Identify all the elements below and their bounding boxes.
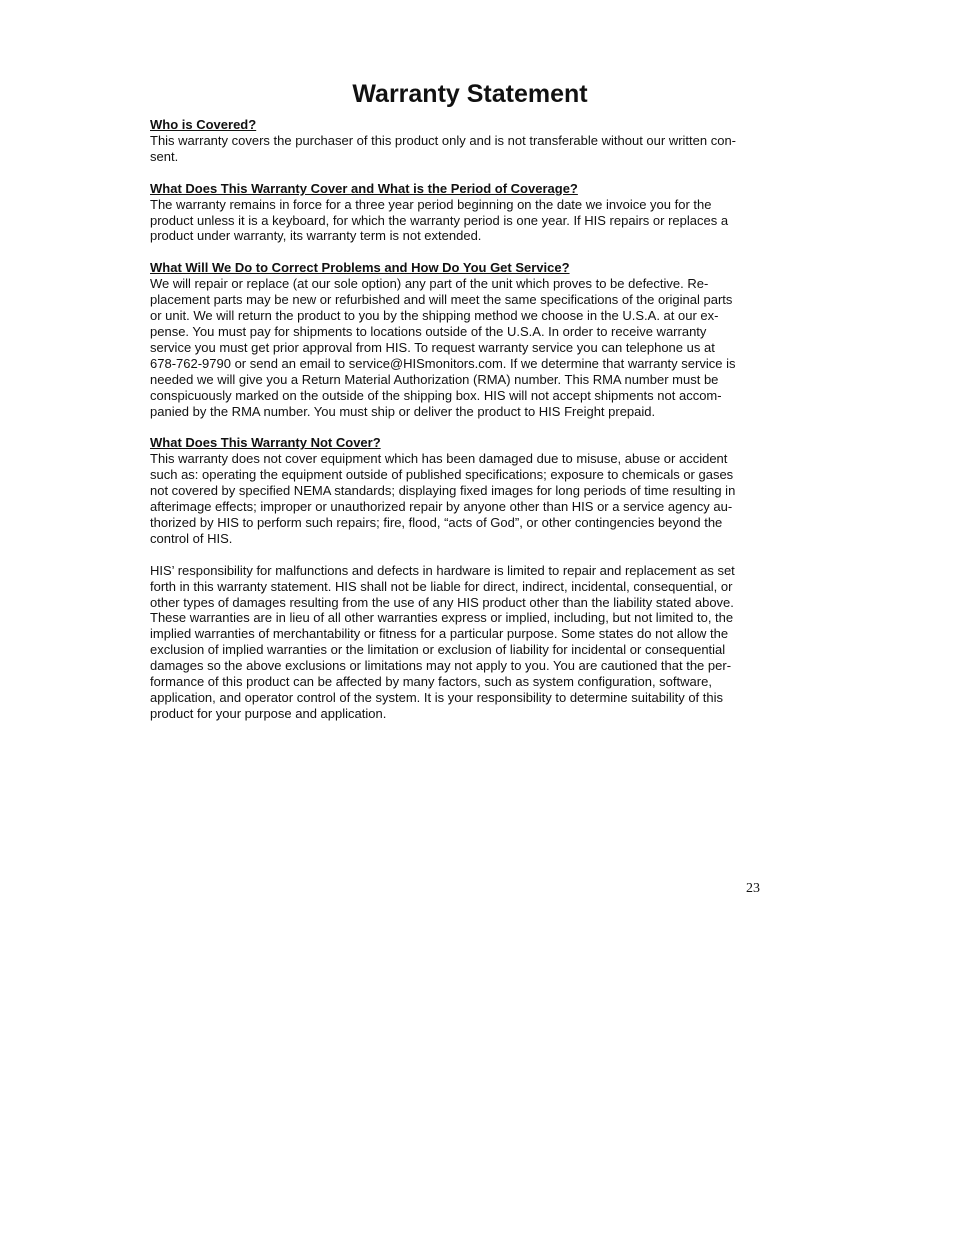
paragraph-line: formance of this product can be affected by many factors, such as system configuration, software, <box>150 674 712 690</box>
paragraph-line: needed we will give you a Return Material Authorization (RMA) number. This RMA number must be <box>150 371 719 387</box>
section-coverage-period <box>150 181 792 245</box>
paragraph-line: product for your purpose and application. <box>150 705 387 721</box>
section-heading: What Does This Warranty Not Cover? <box>150 435 381 451</box>
section-paragraph <box>150 197 792 245</box>
paragraph-line: afterimage effects; improper or unauthorized repair by anyone other than HIS or a service agency au- <box>150 499 733 515</box>
paragraph-line: These warranties are in lieu of all other warranties express or implied, including, but not limited to, the <box>150 610 734 626</box>
page-title: Warranty Statement <box>352 80 588 108</box>
paragraph-line: such as: operating the equipment outside of published specifications; exposure to chemicals or gases <box>150 467 734 483</box>
paragraph-line: thorized by HIS to perform such repairs; fire, flood, “acts of God”, or other contingencies beyond the <box>150 514 723 530</box>
paragraph-line: HIS’ responsibility for malfunctions and defects in hardware is limited to repair and replacement as set <box>150 562 735 578</box>
page-number: 23 <box>746 881 760 896</box>
section-paragraph <box>150 276 792 419</box>
paragraph-line: sent. <box>150 148 179 164</box>
paragraph-line: pense. You must pay for shipments to locations outside of the U.S.A. In order to receive warranty <box>150 323 707 339</box>
paragraph-line: The warranty remains in force for a three year period beginning on the date we invoice you for the <box>150 196 712 212</box>
paragraph-line: other types of damages resulting from the use of any HIS product other than the liability stated above. <box>150 594 734 610</box>
paragraph-line: implied warranties of merchantability or fitness for a particular purpose. Some states do not allow the <box>150 626 729 642</box>
section-paragraph <box>150 133 792 165</box>
paragraph-line: forth in this warranty statement. HIS shall not be liable for direct, indirect, incidental, consequential, or <box>150 578 733 594</box>
paragraph-line: 678-762-9790 or send an email to service@HISmonitors.com. If we determine that warranty service is <box>150 355 736 371</box>
section-not-covered <box>150 435 792 546</box>
section-heading: What Will We Do to Correct Problems and How Do You Get Service? <box>150 260 570 276</box>
section-who-is-covered <box>150 117 792 165</box>
paragraph-line: damages so the above exclusions or limitations may not apply to you. You are cautioned that the per- <box>150 658 732 674</box>
paragraph-line: product under warranty, its warranty term is not extended. <box>150 228 482 244</box>
paragraph-line: control of HIS. <box>150 530 233 546</box>
paragraph-line: product unless it is a keyboard, for which the warranty period is one year. If HIS repairs or replaces a <box>150 212 729 228</box>
section-getting-service <box>150 260 792 419</box>
warranty-body <box>150 117 792 738</box>
section-paragraph <box>150 451 792 546</box>
paragraph-line: or unit. We will return the product to you by the shipping method we choose in the U.S.A. at our ex- <box>150 308 719 324</box>
section-paragraph <box>150 563 792 722</box>
paragraph-line: application, and operator control of the system. It is your responsibility to determine suitability of this <box>150 690 724 705</box>
paragraph-line: service you must get prior approval from HIS. To request warranty service you can telephone us at <box>150 339 715 355</box>
paragraph-line: We will repair or replace (at our sole option) any part of the unit which proves to be defective. Re- <box>150 276 709 292</box>
paragraph-line: placement parts may be new or refurbished and will meet the same specifications of the original parts <box>150 292 733 308</box>
section-heading: Who is Covered? <box>150 117 257 132</box>
paragraph-line: exclusion of implied warranties or the limitation or exclusion of liability for incidental or consequential <box>150 642 726 658</box>
section-liability <box>150 563 792 722</box>
paragraph-line: conspicuously marked on the outside of the shipping box. HIS will not accept shipments not accom- <box>150 387 722 403</box>
section-heading: What Does This Warranty Cover and What is the Period of Coverage? <box>150 180 578 196</box>
paragraph-line: not covered by specified NEMA standards; displaying fixed images for long periods of time resulting in <box>150 483 736 499</box>
paragraph-line: This warranty covers the purchaser of this product only and is not transferable without our written con- <box>150 132 737 148</box>
paragraph-line: This warranty does not cover equipment which has been damaged due to misuse, abuse or accident <box>150 451 728 467</box>
paragraph-line: panied by the RMA number. You must ship or deliver the product to HIS Freight prepaid. <box>150 403 656 419</box>
